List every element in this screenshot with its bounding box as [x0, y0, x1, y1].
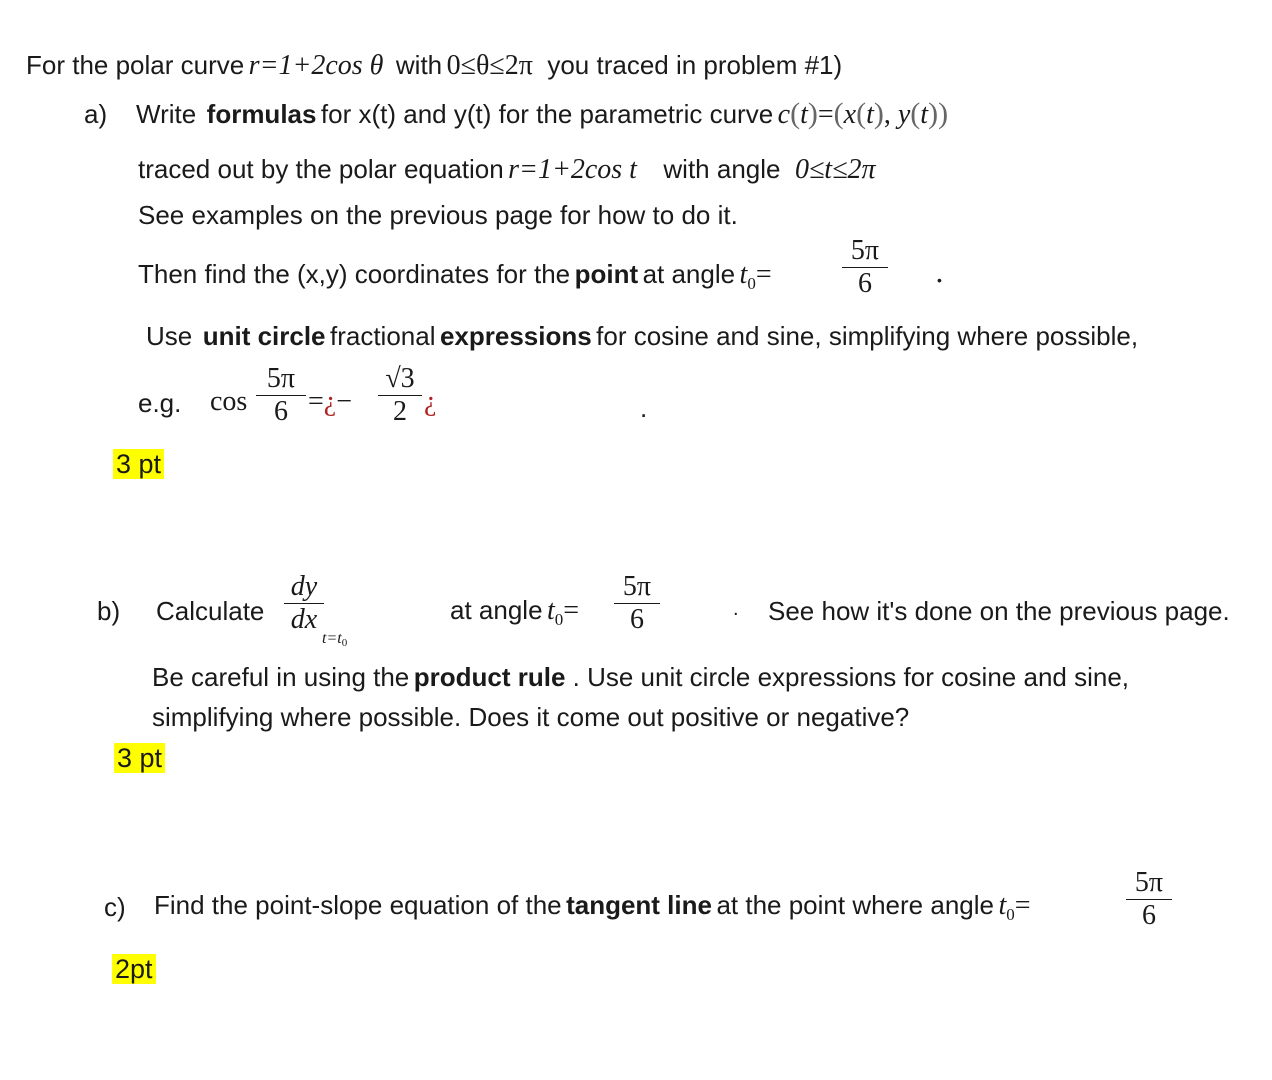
part-c-frac-num: 5π	[1134, 867, 1164, 898]
part-c-line: Find the point-slope equation of the tangent line at the point where angle t0=	[154, 890, 1031, 924]
curve-comma: ,	[883, 99, 891, 130]
curve-c: c	[777, 99, 791, 130]
part-c-fraction	[1126, 868, 1172, 931]
part-b-derivative	[284, 572, 324, 635]
part-c-frac-den: 6	[1142, 900, 1156, 931]
eg-period: .	[640, 393, 648, 423]
part-a-formulas: formulas	[206, 99, 317, 129]
part-a-line4-prefix: Then find the (x,y) coordinates for the	[138, 259, 571, 289]
part-a-line2-with: with angle	[663, 154, 781, 184]
part-b-line3: simplifying where possible. Does it come out positive or negative?	[152, 702, 910, 732]
part-c-tangent: tangent line	[566, 890, 712, 920]
intro-equation: r=1+2cos θ	[248, 50, 384, 81]
part-a-frac-den: 6	[858, 268, 872, 299]
part-a-line5	[146, 321, 1138, 352]
part-b-points	[114, 743, 165, 774]
part-b-dx: dx	[290, 604, 318, 635]
part-a-line1: Write formulas for x(t) and y(t) for the parametric curve c(t)=(x(t), y(t))	[136, 97, 949, 130]
part-b-at-angle: at angle t0=	[450, 595, 580, 629]
part-a-unit-circle: unit circle	[202, 321, 326, 351]
eg-frac-den: 6	[274, 396, 288, 427]
part-a-points-badge: 3 pt	[113, 449, 164, 479]
part-a-dot: •	[937, 272, 942, 288]
part-a-label: a)	[84, 99, 108, 129]
part-a-expressions: expressions	[439, 321, 592, 351]
eg-equals: =¿−	[308, 386, 353, 417]
part-a-line2-text: traced out by the polar equation	[138, 154, 504, 184]
part-a-use: Use	[146, 321, 193, 351]
part-b-points-badge: 3 pt	[114, 743, 165, 773]
part-a-frac-num: 5π	[850, 235, 880, 266]
part-b-calculate: Calculate	[156, 596, 265, 626]
part-b-period: .	[733, 598, 739, 620]
part-a-line2-range: 0≤t≤2π	[794, 154, 876, 185]
part-b-line2: Be careful in using the product rule . Use unit circle expressions for cosine and sine,	[152, 662, 1130, 692]
eg-sqrt-den: 2	[393, 396, 407, 427]
part-a-line4: Then find the (x,y) coordinates for the point at angle t0=	[138, 259, 772, 293]
part-a-t0-eq: =	[755, 259, 772, 290]
part-c-points-badge: 2pt	[112, 954, 156, 984]
part-b-dy: dy	[290, 571, 318, 602]
intro-suffix: you traced in problem #1)	[547, 50, 843, 80]
eg-cos: cos	[210, 386, 248, 417]
part-a-fraction	[842, 236, 888, 299]
part-a-line2-eq: r=1+2cos t	[508, 154, 637, 185]
eg-sqrt-num: √3	[385, 363, 415, 394]
part-a-line1-rest: for x(t) and y(t) for the parametric curve	[320, 99, 774, 129]
part-a-write: Write	[136, 99, 197, 129]
eg-frac-num: 5π	[266, 363, 296, 394]
part-c-points	[112, 954, 156, 985]
eg-error-glyph-2: ¿	[424, 386, 437, 417]
intro-line	[26, 50, 842, 82]
curve-eq: =	[817, 99, 834, 130]
part-b-see-how: See how it's done on the previous page.	[768, 596, 1230, 626]
eg-label: e.g.	[138, 388, 182, 418]
intro-range: 0≤θ≤2π	[446, 50, 533, 81]
part-a-line2	[138, 154, 875, 186]
part-b-frac-num: 5π	[622, 571, 652, 602]
eg-fraction	[256, 364, 306, 427]
part-a-fractional: fractional	[329, 321, 436, 351]
part-b-product-rule: product rule	[413, 662, 566, 692]
part-c-label: c)	[104, 892, 126, 922]
intro-with: with	[395, 50, 443, 80]
part-b-fraction	[614, 572, 660, 635]
part-b-eval-sub: t=t0	[322, 630, 348, 649]
part-a-line3: See examples on the previous page for how to do it.	[138, 200, 738, 230]
eg-sqrt-fraction	[378, 364, 422, 427]
part-a-points	[113, 449, 164, 480]
part-a-line4-suffix: at angle	[642, 259, 736, 289]
intro-prefix: For the polar curve	[26, 50, 245, 80]
part-b-frac-den: 6	[630, 604, 644, 635]
part-a-line5-rest: for cosine and sine, simplifying where possible,	[596, 321, 1139, 351]
part-a-point: point	[574, 259, 639, 289]
eg-error-glyph: ¿	[323, 386, 337, 417]
part-b-label: b)	[97, 596, 121, 626]
